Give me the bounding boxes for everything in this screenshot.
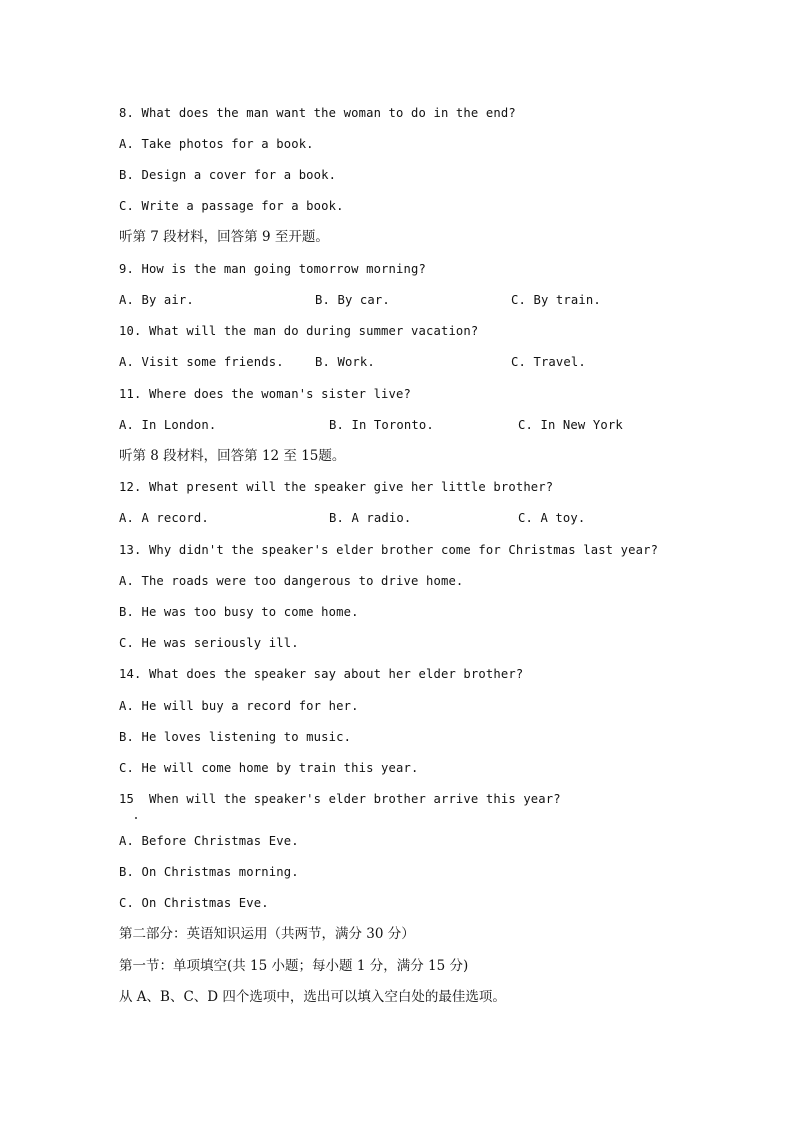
q14-option-a: A. He will buy a record for her. bbox=[119, 699, 359, 713]
q15-option-a: A. Before Christmas Eve. bbox=[119, 834, 299, 848]
q10-option-a: A. Visit some friends. bbox=[119, 355, 284, 369]
question-13: 13. Why didn't the speaker's elder brother come for Christmas last year? bbox=[119, 543, 659, 557]
q13-option-c: C. He was seriously ill. bbox=[119, 636, 299, 650]
question-9: 9. How is the man going tomorrow morning? bbox=[119, 262, 426, 276]
part-2-title: 第二部分：英语知识运用（共两节，满分 30 分） bbox=[119, 926, 415, 942]
q9-option-a: A. By air. bbox=[119, 293, 194, 307]
q8-option-a: A. Take photos for a book. bbox=[119, 137, 314, 151]
q12-option-c: C. A toy. bbox=[518, 511, 586, 525]
q11-option-b: B. In Toronto. bbox=[329, 418, 434, 432]
question-11: 11. Where does the woman's sister live? bbox=[119, 387, 412, 401]
section-1-title: 第一节：单项填空(共 15 小题；每小题 1 分，满分 15 分) bbox=[119, 958, 469, 974]
q10-option-b: B. Work. bbox=[315, 355, 375, 369]
section-8-instruction: 听第 8 段材料，回答第 12 至 15题。 bbox=[119, 448, 346, 464]
q14-option-c: C. He will come home by train this year. bbox=[119, 761, 419, 775]
section-1-instruction: 从 A、B、C、D 四个选项中，选出可以填入空白处的最佳选项。 bbox=[119, 989, 506, 1005]
question-8: 8. What does the man want the woman to do in the end? bbox=[119, 106, 516, 120]
q10-option-c: C. Travel. bbox=[511, 355, 586, 369]
q11-option-a: A. In London. bbox=[119, 418, 217, 432]
q13-option-a: A. The roads were too dangerous to drive home. bbox=[119, 574, 464, 588]
q9-option-c: C. By train. bbox=[511, 293, 601, 307]
stray-dot bbox=[135, 817, 137, 819]
q12-option-b: B. A radio. bbox=[329, 511, 412, 525]
q13-option-b: B. He was too busy to come home. bbox=[119, 605, 359, 619]
question-10: 10. What will the man do during summer vacation? bbox=[119, 324, 479, 338]
q8-option-c: C. Write a passage for a book. bbox=[119, 199, 344, 213]
question-15: 15 When will the speaker's elder brother arrive this year? bbox=[119, 792, 561, 806]
q15-option-c: C. On Christmas Eve. bbox=[119, 896, 269, 910]
q11-option-c: C. In New York bbox=[518, 418, 623, 432]
q12-option-a: A. A record. bbox=[119, 511, 209, 525]
question-14: 14. What does the speaker say about her elder brother? bbox=[119, 667, 524, 681]
q14-option-b: B. He loves listening to music. bbox=[119, 730, 352, 744]
q8-option-b: B. Design a cover for a book. bbox=[119, 168, 337, 182]
q9-option-b: B. By car. bbox=[315, 293, 390, 307]
question-12: 12. What present will the speaker give her little brother? bbox=[119, 480, 554, 494]
section-7-instruction: 听第 7 段材料，回答第 9 至开题。 bbox=[119, 229, 329, 245]
q15-option-b: B. On Christmas morning. bbox=[119, 865, 299, 879]
